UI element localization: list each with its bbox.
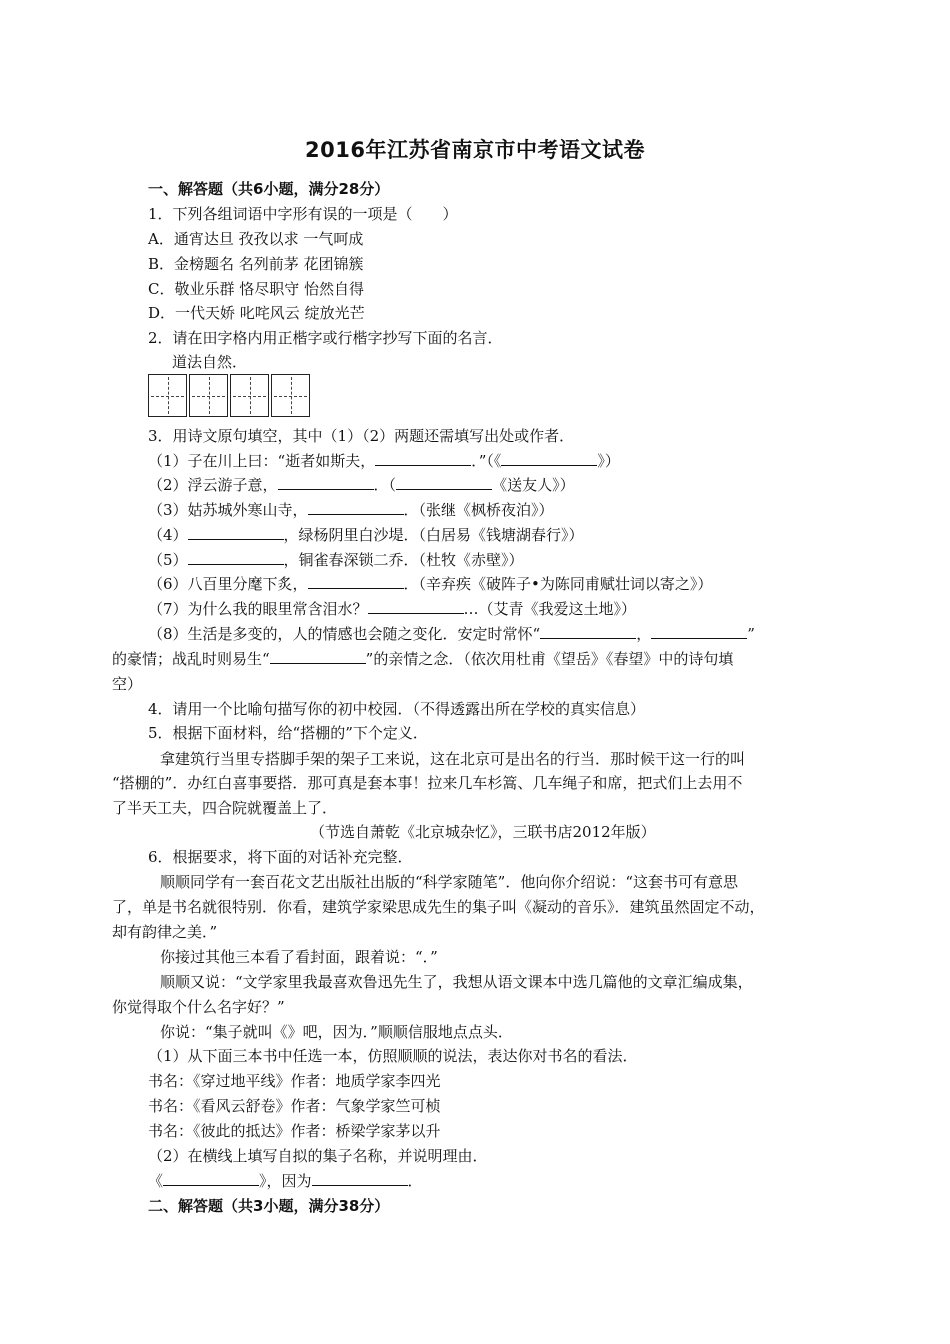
q6-answer-text: 》，因为 bbox=[259, 1172, 312, 1190]
answer-blank[interactable] bbox=[308, 574, 404, 589]
q6-answer-line bbox=[148, 1171, 423, 1191]
q3-line-4-text: ，绿杨阴里白沙堤．（白居易《钱塘湖春行》） bbox=[283, 526, 584, 544]
answer-blank[interactable] bbox=[163, 1171, 259, 1186]
q6-answer-text: 《 bbox=[148, 1172, 164, 1190]
answer-blank[interactable] bbox=[540, 624, 636, 639]
q5-passage-line: “搭棚的”．办红白喜事要搭．那可真是套本事！拉来几车杉篙、几车绳子和席，把式们上去用不 bbox=[112, 774, 743, 792]
page-title: 2016年江苏省南京市中考语文试卷 bbox=[305, 138, 645, 162]
q6-passage-line: 顺顺同学有一套百花文艺出版社出版的“科学家随笔”．他向你介绍说：“这套书可有意思 bbox=[160, 873, 739, 891]
q3-line-5-text: ，铜雀春深锁二乔．（杜牧《赤壁》） bbox=[283, 551, 524, 569]
q3-line-7-text: （7）为什么我的眼里常含泪水？ bbox=[148, 600, 368, 618]
q3-line-3-text: （3）姑苏城外寒山寺， bbox=[148, 501, 308, 519]
q3-line-8-text: （8）生活是多变的，人的情感也会随之变化．安定时常怀“ bbox=[148, 625, 541, 643]
q3-line-8-cont bbox=[112, 649, 733, 669]
answer-blank[interactable] bbox=[396, 475, 492, 490]
q1-option-d: D．一代天娇 叱咤风云 绽放光芒 bbox=[148, 304, 365, 322]
q6-sub-2: （2）在横线上填写自拟的集子名称，并说明理由． bbox=[148, 1147, 488, 1165]
q3-line-5 bbox=[148, 550, 524, 570]
q3-stem: 3．用诗文原句填空，其中（1）（2）两题还需填写出处或作者． bbox=[148, 427, 575, 445]
tianzige-grid bbox=[148, 374, 310, 417]
q3-line-5-text: （5） bbox=[148, 551, 188, 569]
q6-passage-line: 顺顺又说：“文学家里我最喜欢鲁迅先生了，我想从语文课本中选几篇他的文章汇编成集， bbox=[160, 973, 753, 991]
q6-sub-1: （1）从下面三本书中任选一本，仿照顺顺的说法，表达你对书名的看法． bbox=[148, 1047, 638, 1065]
q6-passage-line: 却有韵律之美．” bbox=[112, 923, 218, 941]
q3-line-7 bbox=[148, 599, 636, 619]
grid-cell[interactable] bbox=[148, 374, 187, 417]
q3-line-8-text: ”的亲情之念．（依次用杜甫《望岳》《春望》中的诗句填 bbox=[365, 650, 734, 668]
q6-book-1: 书名：《穿过地平线》作者：地质学家李四光 bbox=[148, 1072, 441, 1090]
q6-passage-line: 你觉得取个什么名字好？” bbox=[112, 998, 285, 1016]
q3-line-8 bbox=[148, 624, 755, 644]
q3-line-4 bbox=[148, 525, 584, 545]
q6-book-3: 书名：《彼此的抵达》作者：桥梁学家茅以升 bbox=[148, 1122, 441, 1140]
q1-option-b: B．金榜题名 名列前茅 花团锦簇 bbox=[148, 255, 364, 273]
q3-line-2-text: ．（ bbox=[373, 476, 397, 494]
grid-cell[interactable] bbox=[189, 374, 228, 417]
q3-line-7-text: …（艾青《我爱这土地》） bbox=[463, 600, 637, 618]
q3-line-8-text: ” bbox=[747, 625, 755, 643]
q3-line-6 bbox=[148, 574, 712, 594]
q6-answer-text: ． bbox=[407, 1172, 423, 1190]
answer-blank[interactable] bbox=[278, 475, 374, 490]
section-2-heading: 二、解答题（共3小题，满分38分） bbox=[148, 1197, 390, 1215]
q5-stem: 5．根据下面材料，给“搭棚的”下个定义． bbox=[148, 724, 428, 742]
q3-line-6-text: （6）八百里分麾下炙， bbox=[148, 575, 308, 593]
q3-line-2-text: 《送友人》） bbox=[492, 476, 575, 494]
answer-blank[interactable] bbox=[651, 624, 747, 639]
q3-line-1 bbox=[148, 451, 620, 471]
q3-line-2 bbox=[148, 475, 575, 495]
section-1-heading: 一、解答题（共6小题，满分28分） bbox=[148, 180, 390, 198]
grid-cell[interactable] bbox=[230, 374, 269, 417]
q3-line-2-text: （2）浮云游子意， bbox=[148, 476, 278, 494]
answer-blank[interactable] bbox=[501, 451, 597, 466]
answer-blank[interactable] bbox=[368, 599, 464, 614]
answer-blank[interactable] bbox=[188, 550, 284, 565]
q3-line-8-text: ， bbox=[636, 625, 652, 643]
q3-line-3 bbox=[148, 500, 554, 520]
q3-line-8-text: 的豪情；战乱时则易生“ bbox=[112, 650, 270, 668]
q5-passage-line: 了半天工夫，四合院就覆盖上了． bbox=[112, 799, 338, 817]
q6-passage-line: 你接过其他三本看了看封面，跟着说：“．” bbox=[160, 948, 438, 966]
q4-stem: 4．请用一个比喻句描写你的初中校园．（不得透露出所在学校的真实信息） bbox=[148, 700, 646, 718]
q6-passage-line: 你说：“集子就叫《》吧，因为．”顺顺信服地点点头． bbox=[160, 1023, 513, 1041]
q3-line-4-text: （4） bbox=[148, 526, 188, 544]
answer-blank[interactable] bbox=[188, 525, 284, 540]
q5-source: （节选自萧乾《北京城杂忆》，三联书店2012年版） bbox=[310, 823, 656, 841]
q3-line-1-text: 》） bbox=[597, 452, 620, 470]
q3-line-6-text: ．（辛弃疾《破阵子•为陈同甫赋壮词以寄之》） bbox=[403, 575, 713, 593]
q6-book-2: 书名：《看风云舒卷》作者：气象学家竺可桢 bbox=[148, 1097, 441, 1115]
grid-cell[interactable] bbox=[271, 374, 310, 417]
q2-quote: 道法自然． bbox=[172, 353, 248, 371]
q1-option-a: A．通宵达旦 孜孜以求 一气呵成 bbox=[148, 230, 364, 248]
q3-line-1-text: ．”（《 bbox=[471, 452, 502, 470]
q1-option-c: C．敬业乐群 恪尽职守 怡然自得 bbox=[148, 280, 365, 298]
q3-line-3-text: ．（张继《枫桥夜泊》） bbox=[403, 501, 554, 519]
answer-blank[interactable] bbox=[312, 1171, 408, 1186]
answer-blank[interactable] bbox=[308, 500, 404, 515]
q6-passage-line: 了，单是书名就很特别．你看，建筑学家梁思成先生的集子叫《凝动的音乐》．建筑虽然固定不动， bbox=[112, 898, 765, 916]
q5-passage-line: 拿建筑行当里专搭脚手架的架子工来说，这在北京可是出名的行当．那时候干这一行的叫 bbox=[160, 750, 746, 768]
answer-blank[interactable] bbox=[375, 451, 471, 466]
answer-blank[interactable] bbox=[270, 649, 366, 664]
q6-stem: 6．根据要求，将下面的对话补充完整． bbox=[148, 848, 413, 866]
q3-line-1-text: （1）子在川上曰：“逝者如斯夫， bbox=[148, 452, 376, 470]
q3-line-8-end: 空） bbox=[112, 675, 143, 693]
q1-stem: 1．下列各组词语中字形有误的一项是（ ） bbox=[148, 205, 458, 223]
q2-stem: 2．请在田字格内用正楷字或行楷字抄写下面的名言． bbox=[148, 329, 503, 347]
